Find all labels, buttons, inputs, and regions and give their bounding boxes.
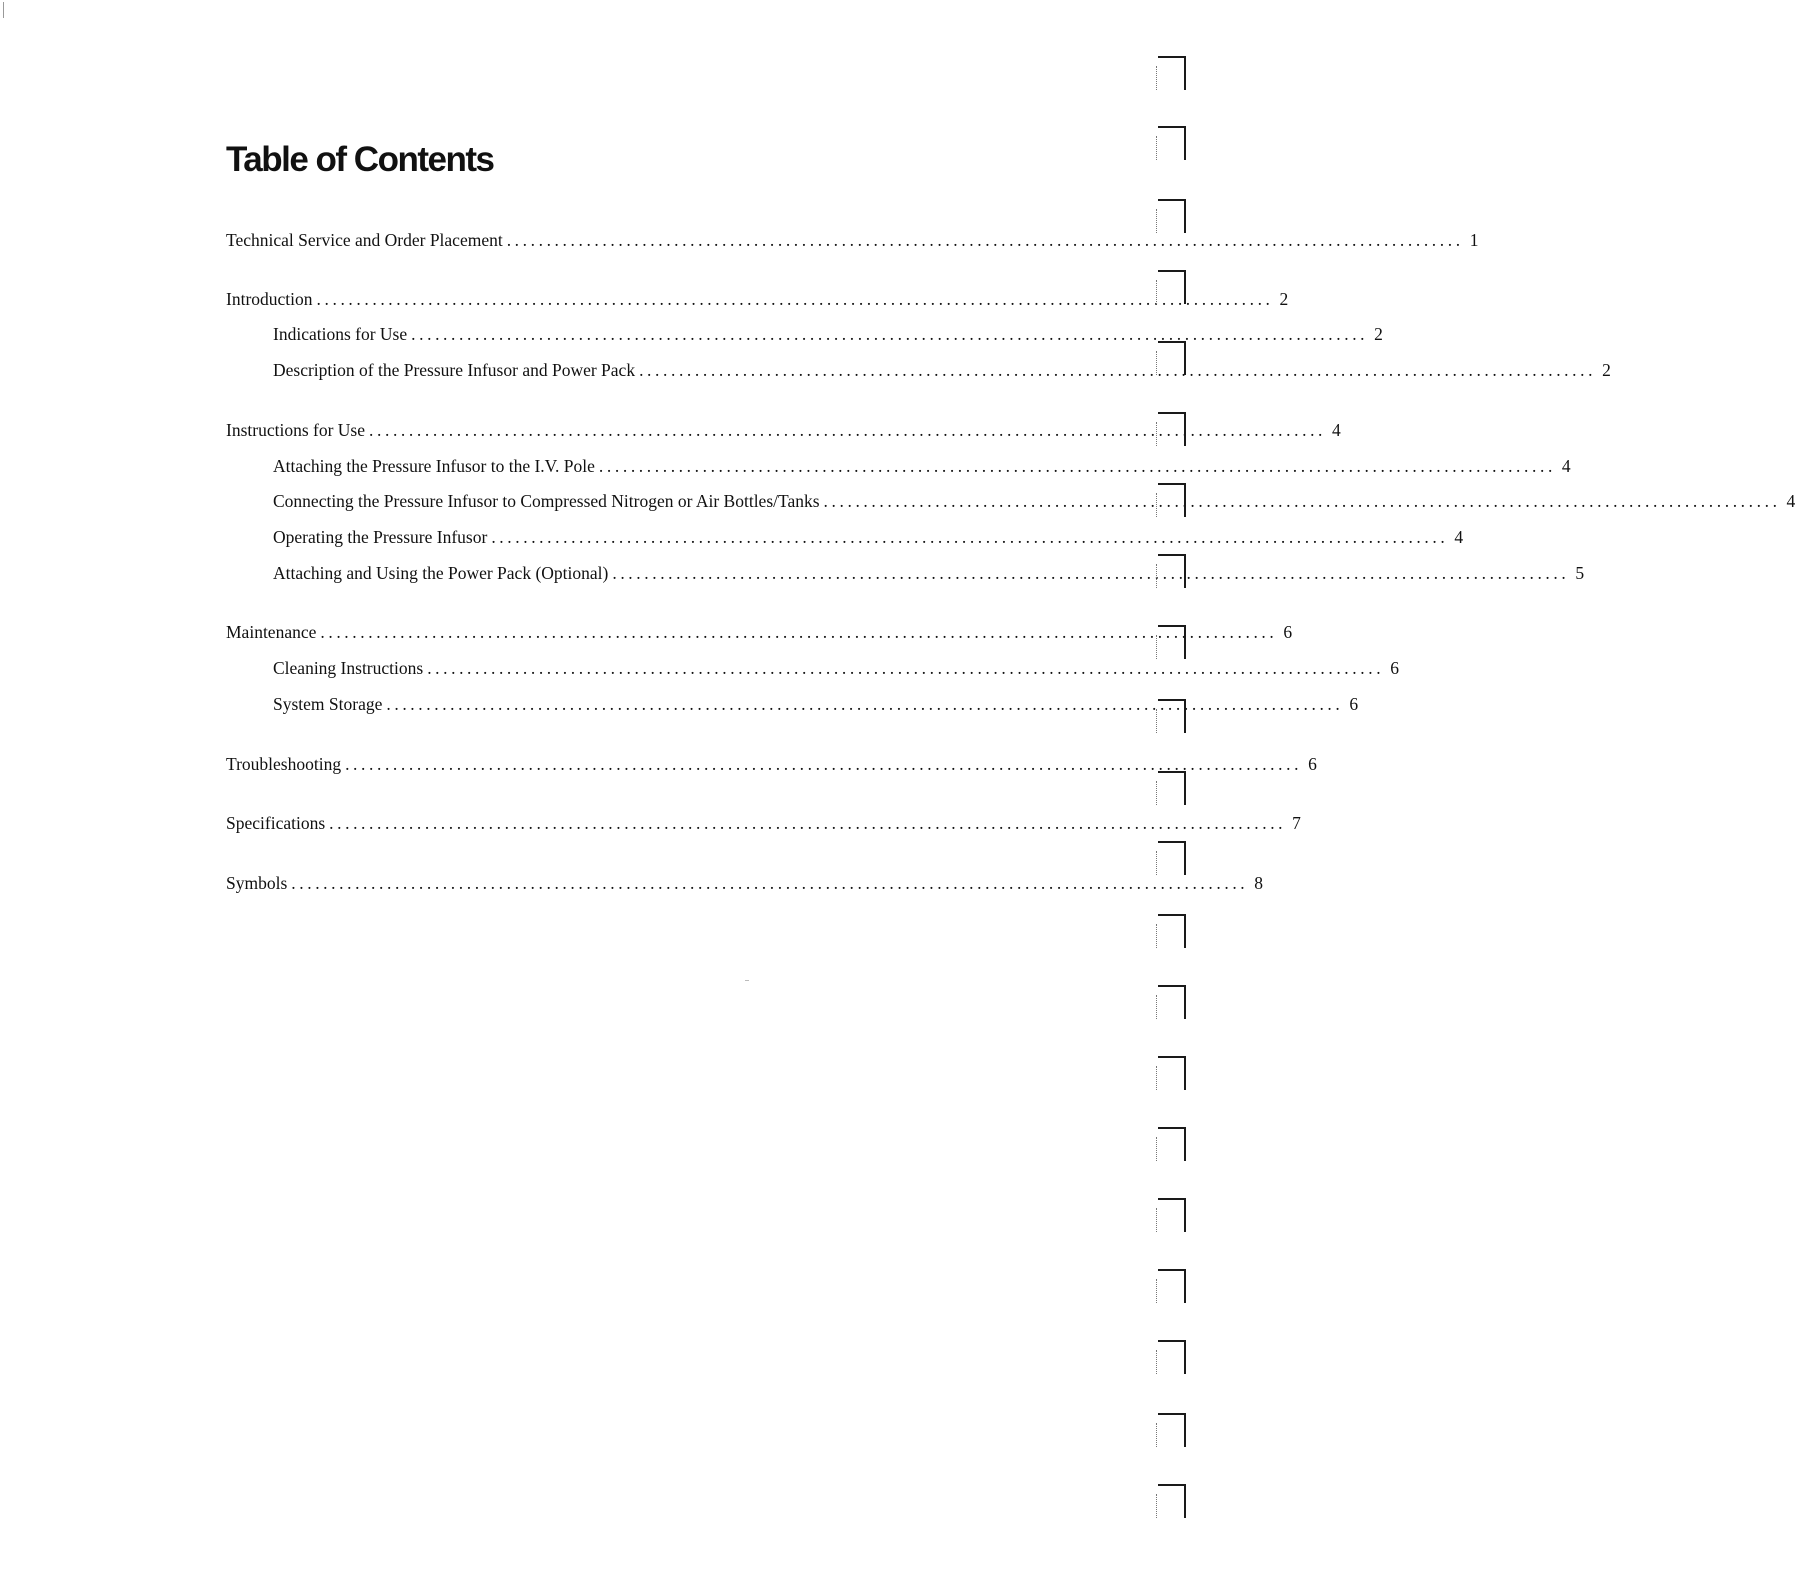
toc-entry[interactable] bbox=[226, 753, 1317, 775]
dot-leader: ........................................................................................................................ bbox=[639, 360, 1597, 380]
binding-tab bbox=[1158, 1413, 1186, 1447]
toc-entry-label: Operating the Pressure Infusor bbox=[273, 527, 488, 547]
toc-entry-label: Specifications bbox=[226, 813, 326, 833]
dot-leader: ........................................................................................................................ bbox=[598, 456, 1556, 476]
dot-leader: ........................................................................................................................ bbox=[506, 230, 1464, 250]
binding-tab bbox=[1158, 56, 1186, 90]
scan-edge-mark bbox=[3, 2, 4, 18]
binding-tab bbox=[1158, 483, 1186, 517]
toc-subentry[interactable] bbox=[273, 657, 1399, 679]
binding-tab bbox=[1158, 1127, 1186, 1161]
toc-entry-label: Attaching the Pressure Infusor to the I.V. Pole bbox=[273, 456, 595, 476]
binding-tab bbox=[1158, 1056, 1186, 1090]
dot-leader: ........................................................................................................................ bbox=[386, 694, 1344, 714]
binding-tab bbox=[1158, 1340, 1186, 1374]
toc-entry[interactable] bbox=[226, 229, 1479, 251]
toc-entry[interactable] bbox=[226, 812, 1301, 834]
toc-entry-page: 2 bbox=[1602, 360, 1611, 380]
binding-tab bbox=[1158, 270, 1186, 304]
binding-tab bbox=[1158, 1269, 1186, 1303]
toc-subentry[interactable] bbox=[273, 526, 1464, 548]
binding-tab bbox=[1158, 699, 1186, 733]
binding-tab bbox=[1158, 412, 1186, 446]
toc-entry-label: Attaching and Using the Power Pack (Optional) bbox=[273, 563, 609, 583]
binding-tab bbox=[1158, 126, 1186, 160]
toc-entry-label: Maintenance bbox=[226, 622, 317, 642]
dot-leader: ........................................................................................................................ bbox=[316, 289, 1274, 309]
binding-tab bbox=[1158, 985, 1186, 1019]
toc-subentry[interactable] bbox=[273, 693, 1359, 715]
toc-entry-label: Indications for Use bbox=[273, 324, 408, 344]
toc-entry-page: 4 bbox=[1561, 456, 1571, 476]
dot-leader: ........................................................................................................................ bbox=[411, 324, 1369, 344]
toc-entry-page: 8 bbox=[1254, 873, 1264, 893]
dot-leader: ........................................................................................................................ bbox=[329, 813, 1287, 833]
toc-entry-label: Connecting the Pressure Infusor to Compressed Nitrogen or Air Bottles/Tanks bbox=[273, 491, 820, 511]
toc-entry-page: 4 bbox=[1786, 491, 1795, 511]
binding-tab bbox=[1158, 554, 1186, 588]
toc-entry-page: 6 bbox=[1349, 694, 1359, 714]
toc-entry-page: 4 bbox=[1454, 527, 1464, 547]
page-title: Table of Contents bbox=[226, 140, 494, 179]
binding-tab bbox=[1158, 199, 1186, 233]
toc-entry-page: 6 bbox=[1308, 754, 1317, 774]
toc-entry-label: System Storage bbox=[273, 694, 383, 714]
dot-leader: ........................................................................................................................ bbox=[320, 622, 1278, 642]
scan-speck bbox=[745, 980, 749, 981]
toc-entry-page: 5 bbox=[1575, 563, 1585, 583]
dot-leader: ........................................................................................................................ bbox=[369, 420, 1327, 440]
toc-subentry[interactable] bbox=[273, 562, 1585, 584]
toc-subentry[interactable] bbox=[273, 359, 1611, 381]
toc-entry-page: 1 bbox=[1469, 230, 1479, 250]
toc-entry-page: 7 bbox=[1292, 813, 1301, 833]
toc-subentry[interactable] bbox=[273, 323, 1383, 345]
toc-subentry[interactable] bbox=[273, 490, 1795, 512]
dot-leader: ........................................................................................................................ bbox=[823, 491, 1781, 511]
binding-tab bbox=[1158, 1484, 1186, 1518]
toc-entry-label: Description of the Pressure Infusor and Power Pack bbox=[273, 360, 636, 380]
toc-entry-page: 2 bbox=[1279, 289, 1289, 309]
dot-leader: ........................................................................................................................ bbox=[491, 527, 1449, 547]
toc-entry-label: Symbols bbox=[226, 873, 288, 893]
binding-tab bbox=[1158, 914, 1186, 948]
toc-entry[interactable] bbox=[226, 621, 1293, 643]
toc-entry-label: Instructions for Use bbox=[226, 420, 366, 440]
binding-tab bbox=[1158, 1198, 1186, 1232]
toc-entry-label: Troubleshooting bbox=[226, 754, 342, 774]
toc-entry-page: 2 bbox=[1374, 324, 1383, 344]
binding-tab bbox=[1158, 771, 1186, 805]
toc-subentry[interactable] bbox=[273, 455, 1571, 477]
binding-tab bbox=[1158, 625, 1186, 659]
binding-tab bbox=[1158, 841, 1186, 875]
toc-entry-label: Cleaning Instructions bbox=[273, 658, 424, 678]
dot-leader: ........................................................................................................................ bbox=[291, 873, 1249, 893]
toc-entry-page: 6 bbox=[1390, 658, 1399, 678]
dot-leader: ........................................................................................................................ bbox=[612, 563, 1570, 583]
toc-entry-label: Technical Service and Order Placement bbox=[226, 230, 503, 250]
toc-entry[interactable] bbox=[226, 288, 1289, 310]
toc-entry-label: Introduction bbox=[226, 289, 313, 309]
dot-leader: ........................................................................................................................ bbox=[345, 754, 1303, 774]
toc-entry[interactable] bbox=[226, 419, 1341, 441]
toc-entry-page: 4 bbox=[1332, 420, 1341, 440]
dot-leader: ........................................................................................................................ bbox=[427, 658, 1385, 678]
binding-tab bbox=[1158, 341, 1186, 375]
toc-entry-page: 6 bbox=[1283, 622, 1293, 642]
toc-entry[interactable] bbox=[226, 872, 1264, 894]
